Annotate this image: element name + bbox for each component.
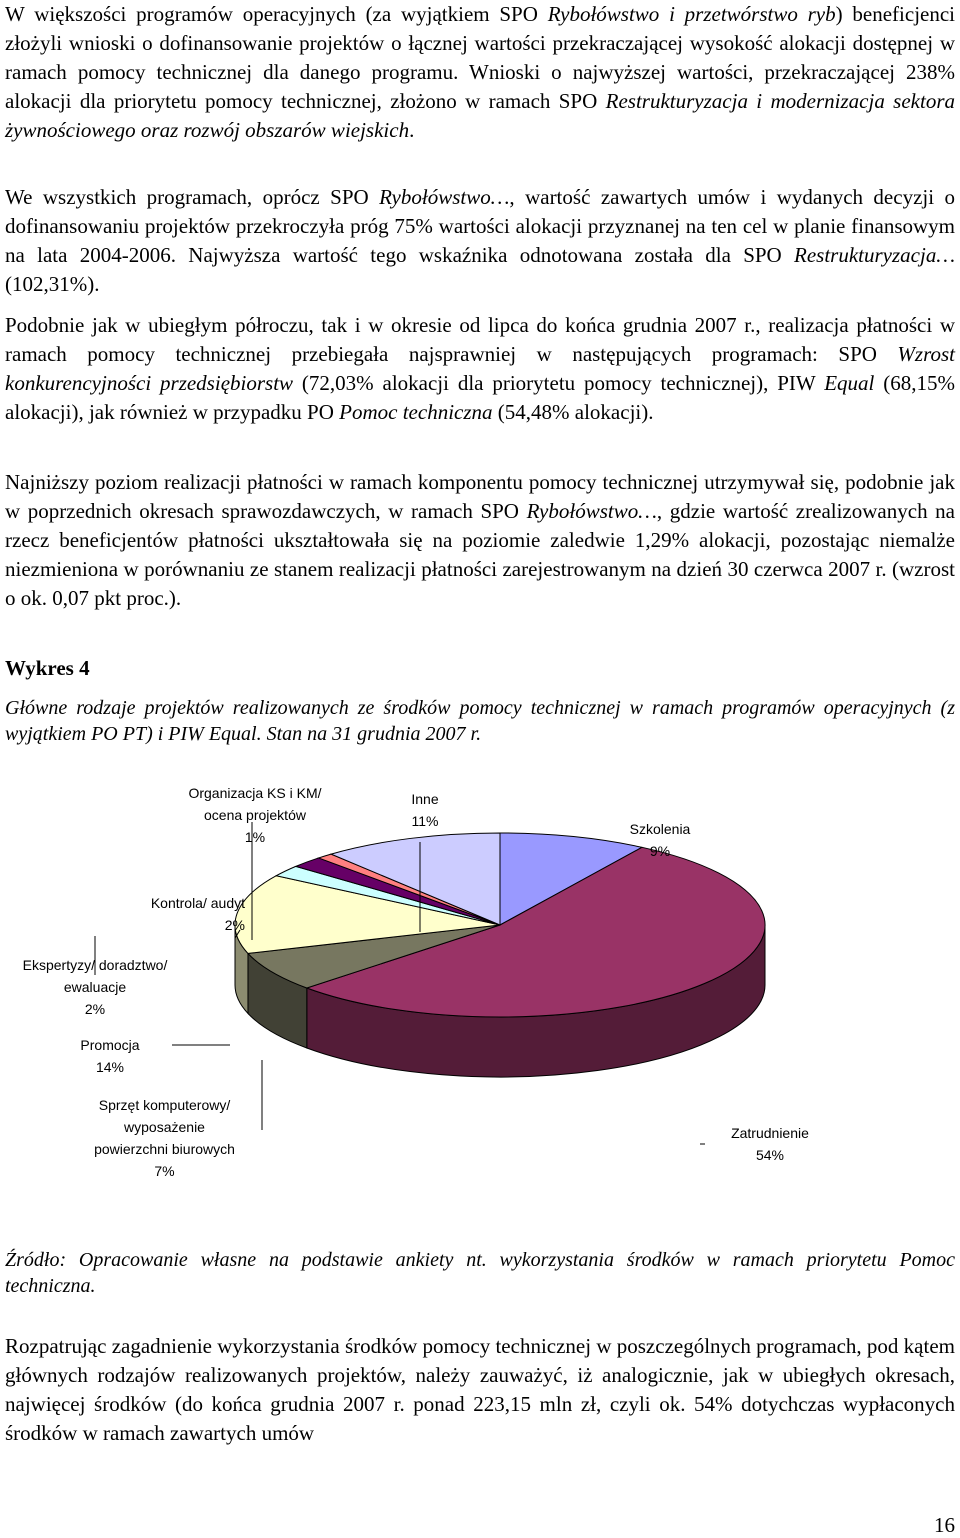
paragraph-5: Rozpatrując zagadnienie wykorzystania środków pomocy technicznej w poszczególnych programach, pod kątem głównych rodzajów realizowanych projektów, należy zauważyć, iż analogicznie, jak w ubiegłych okresach, najwięcej środków (do końca grudnia 2007 r. ponad 223,15 mln zł, czyli ok. 54% dotychczas wypłaconych środków w ramach zawartych umów (5, 1334, 955, 1445)
label-line: Kontrola/ audyt (150, 895, 245, 911)
label-line: Sprzęt komputerowy/ (98, 1097, 231, 1113)
text: We wszystkich programach, oprócz SPO (5, 185, 380, 209)
text: ) beneficjenci złożyli wnioski o dofinansowanie projektów o łącznej wartości przekraczającej wysokość alokacji dostępnej w ramach pomocy technicznej dla danego programu. Wnioski o najwyższej wartości, przekraczającej 238% alokacji dla priorytetu pomocy technicznej, złożono w ramach SPO (5, 2, 956, 113)
label-organizacja (165, 782, 345, 848)
text: , gdzie wartość zrealizowanych na rzecz beneficjentów płatności ukształtowała się na poziomie zaledwie 1,29% alokacji, pozostając niemalże niezmieniona w porównaniu ze stanem realizacji płatności zarejestrowanym na dzień 30 czerwca 2007 r. (wzrost o ok. 0,07 pkt proc.). (5, 499, 956, 610)
label-value: 54% (755, 1147, 785, 1163)
page-number: 16 (934, 1513, 955, 1537)
label-zatrudnienie (710, 1122, 830, 1166)
pie-chart (0, 760, 960, 1200)
text: . (409, 118, 415, 142)
label-line: ewaluacje (63, 979, 127, 995)
label-ekspertyzy (5, 954, 185, 1020)
figure-source: Źródło: Opracowanie własne na podstawie ankiety nt. wykorzystania środków w ramach priorytetu Pomoc techniczna. (5, 1249, 955, 1297)
italic-program-name: Pomoc techniczna (339, 400, 493, 424)
label-line: powierzchni biurowych (94, 1141, 235, 1157)
paragraph-2 (5, 183, 955, 299)
label-line: Organizacja KS i KM/ (188, 785, 322, 801)
text: W większości programów operacyjnych (za wyjątkiem SPO (5, 2, 548, 26)
paragraph-1 (5, 0, 955, 145)
text: Podobnie jak w ubiegłym półroczu, tak i w okresie od lipca do końca grudnia 2007 r., realizacja płatności w ramach pomocy technicznej przebiegała najsprawniej w następujących programach: SPO (5, 313, 955, 366)
text: (102,31%). (5, 272, 100, 296)
label-kontrola (100, 892, 245, 936)
paragraph-3 (5, 311, 955, 427)
label-inne (385, 788, 465, 832)
label-line: Szkolenia (629, 821, 691, 837)
label-line: wyposażenie (124, 1119, 205, 1135)
paragraph-4 (5, 468, 955, 613)
italic-program-name: Equal (824, 371, 875, 395)
text: , wartość zawartych umów i wydanych decyzji o dofinansowaniu projektów przekroczyła próg 75% wartości alokacji przyznanej na ten cel w planie finansowym na lata 2004-2006. Najwyższa wartość tego wskaźnika odnotowana została dla SPO (5, 185, 955, 267)
label-value: 14% (95, 1059, 125, 1075)
italic-program-name: Wzrost konkurencyjności przedsiębiorstw (5, 342, 955, 395)
text: (54,48% alokacji). (492, 400, 654, 424)
label-value: 2% (224, 917, 245, 933)
italic-program-name: Rybołówstwo… (379, 185, 510, 209)
text: (68,15% alokacji), jak również w przypadku PO (5, 371, 955, 424)
label-sprzet (72, 1094, 257, 1182)
label-value: 2% (84, 1001, 106, 1017)
label-line: Promocja (80, 1037, 140, 1053)
label-line: Inne (411, 791, 439, 807)
label-value: 11% (411, 813, 439, 829)
figure-label: Wykres 4 (5, 656, 90, 680)
label-value: 7% (154, 1163, 175, 1179)
label-line: ocena projektów (204, 807, 306, 823)
italic-program-name: Rybołówstwo i przetwórstwo ryb (547, 2, 836, 26)
text: (72,03% alokacji dla priorytetu pomocy technicznej), PIW (293, 371, 825, 395)
italic-program-name: Rybołówstwo… (526, 499, 657, 523)
label-value: 9% (649, 843, 671, 859)
italic-program-name: Restrukturyzacja i modernizacja sektora żywnościowego oraz rozwój obszarów wiejskich (5, 89, 955, 142)
italic-program-name: Restrukturyzacja… (794, 243, 955, 267)
figure-caption: Główne rodzaje projektów realizowanych ze środków pomocy technicznej w ramach programów operacyjnych (z wyjątkiem PO PT) i PIW Equal. Stan na 31 grudnia 2007 r. (5, 697, 955, 745)
label-szkolenia (610, 818, 710, 862)
label-value: 1% (244, 829, 266, 845)
label-promocja (55, 1034, 165, 1078)
text: Najniższy poziom realizacji płatności w ramach komponentu pomocy technicznej utrzymywał się, podobnie jak w poprzednich okresach sprawozdawczych, w ramach SPO (5, 470, 955, 523)
label-line: Zatrudnienie (731, 1125, 809, 1141)
label-line: Ekspertyzy/ doradztwo/ (22, 957, 168, 973)
